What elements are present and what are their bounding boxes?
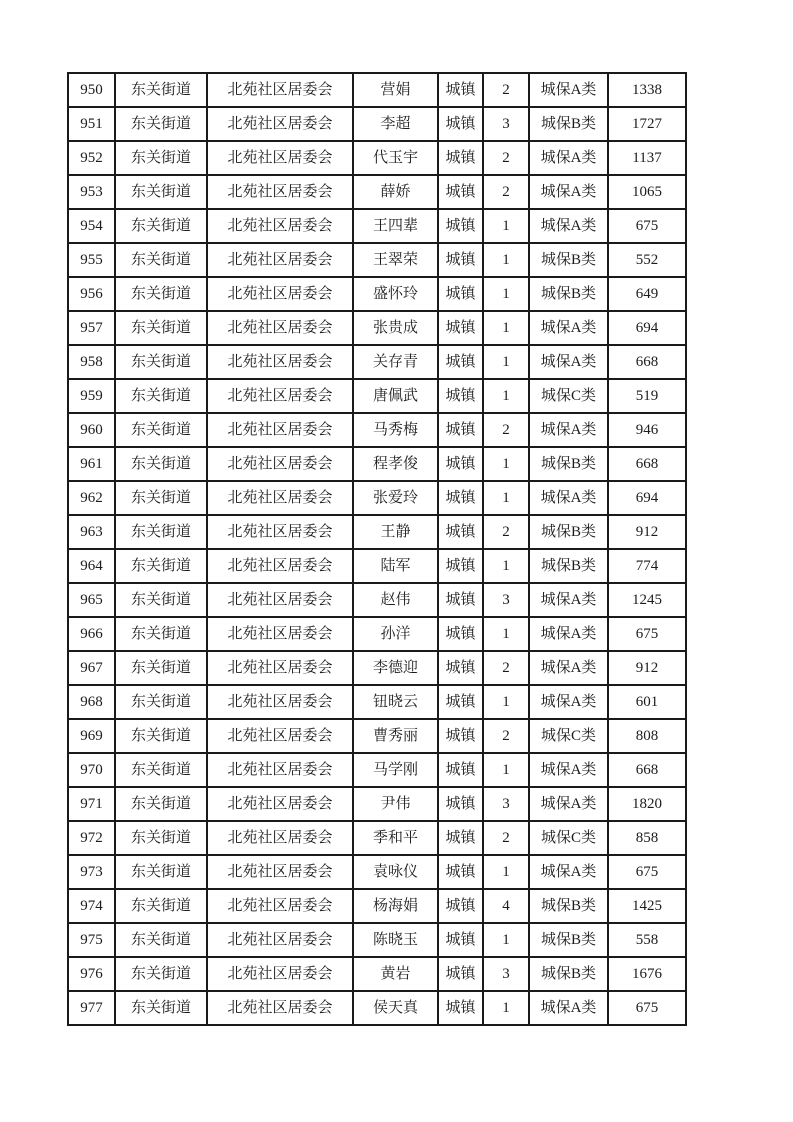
cell-committee: 北苑社区居委会 bbox=[207, 617, 353, 651]
cell-committee: 北苑社区居委会 bbox=[207, 345, 353, 379]
cell-residence-type: 城镇 bbox=[438, 447, 483, 481]
cell-amount: 675 bbox=[608, 991, 686, 1025]
cell-committee: 北苑社区居委会 bbox=[207, 175, 353, 209]
cell-person-name: 程孝俊 bbox=[353, 447, 438, 481]
cell-serial-number: 968 bbox=[68, 685, 115, 719]
cell-person-name: 代玉宇 bbox=[353, 141, 438, 175]
cell-residence-type: 城镇 bbox=[438, 991, 483, 1025]
cell-person-name: 李德迎 bbox=[353, 651, 438, 685]
cell-person-count: 3 bbox=[483, 787, 529, 821]
cell-serial-number: 967 bbox=[68, 651, 115, 685]
table-row bbox=[68, 821, 686, 855]
cell-residence-type: 城镇 bbox=[438, 277, 483, 311]
cell-serial-number: 966 bbox=[68, 617, 115, 651]
cell-person-count: 2 bbox=[483, 141, 529, 175]
cell-person-name: 杨海娟 bbox=[353, 889, 438, 923]
cell-person-name: 黄岩 bbox=[353, 957, 438, 991]
cell-insurance-category: 城保A类 bbox=[529, 141, 608, 175]
cell-person-name: 张爱玲 bbox=[353, 481, 438, 515]
cell-street: 东关街道 bbox=[115, 447, 207, 481]
cell-committee: 北苑社区居委会 bbox=[207, 685, 353, 719]
cell-serial-number: 957 bbox=[68, 311, 115, 345]
cell-residence-type: 城镇 bbox=[438, 175, 483, 209]
cell-residence-type: 城镇 bbox=[438, 583, 483, 617]
cell-residence-type: 城镇 bbox=[438, 243, 483, 277]
cell-insurance-category: 城保A类 bbox=[529, 685, 608, 719]
table-row bbox=[68, 617, 686, 651]
cell-residence-type: 城镇 bbox=[438, 957, 483, 991]
cell-serial-number: 977 bbox=[68, 991, 115, 1025]
table-row bbox=[68, 175, 686, 209]
cell-insurance-category: 城保B类 bbox=[529, 107, 608, 141]
cell-serial-number: 958 bbox=[68, 345, 115, 379]
cell-person-count: 4 bbox=[483, 889, 529, 923]
cell-person-count: 1 bbox=[483, 549, 529, 583]
cell-committee: 北苑社区居委会 bbox=[207, 583, 353, 617]
cell-person-name: 营娟 bbox=[353, 73, 438, 107]
cell-person-name: 季和平 bbox=[353, 821, 438, 855]
cell-person-count: 1 bbox=[483, 209, 529, 243]
cell-person-name: 陆军 bbox=[353, 549, 438, 583]
cell-person-name: 王四辈 bbox=[353, 209, 438, 243]
cell-person-count: 2 bbox=[483, 821, 529, 855]
cell-person-name: 唐佩武 bbox=[353, 379, 438, 413]
cell-serial-number: 952 bbox=[68, 141, 115, 175]
cell-insurance-category: 城保A类 bbox=[529, 991, 608, 1025]
cell-residence-type: 城镇 bbox=[438, 141, 483, 175]
cell-residence-type: 城镇 bbox=[438, 617, 483, 651]
cell-residence-type: 城镇 bbox=[438, 719, 483, 753]
cell-committee: 北苑社区居委会 bbox=[207, 107, 353, 141]
cell-person-count: 1 bbox=[483, 311, 529, 345]
cell-street: 东关街道 bbox=[115, 889, 207, 923]
cell-amount: 946 bbox=[608, 413, 686, 447]
cell-serial-number: 963 bbox=[68, 515, 115, 549]
cell-insurance-category: 城保A类 bbox=[529, 209, 608, 243]
cell-street: 东关街道 bbox=[115, 107, 207, 141]
cell-residence-type: 城镇 bbox=[438, 209, 483, 243]
cell-amount: 519 bbox=[608, 379, 686, 413]
cell-street: 东关街道 bbox=[115, 719, 207, 753]
cell-committee: 北苑社区居委会 bbox=[207, 889, 353, 923]
table-row bbox=[68, 787, 686, 821]
cell-person-name: 李超 bbox=[353, 107, 438, 141]
cell-amount: 552 bbox=[608, 243, 686, 277]
cell-person-name: 马学刚 bbox=[353, 753, 438, 787]
cell-amount: 668 bbox=[608, 447, 686, 481]
cell-street: 东关街道 bbox=[115, 821, 207, 855]
cell-street: 东关街道 bbox=[115, 923, 207, 957]
cell-street: 东关街道 bbox=[115, 345, 207, 379]
cell-serial-number: 954 bbox=[68, 209, 115, 243]
cell-insurance-category: 城保A类 bbox=[529, 753, 608, 787]
cell-street: 东关街道 bbox=[115, 413, 207, 447]
cell-committee: 北苑社区居委会 bbox=[207, 447, 353, 481]
cell-person-count: 1 bbox=[483, 923, 529, 957]
cell-insurance-category: 城保A类 bbox=[529, 855, 608, 889]
cell-residence-type: 城镇 bbox=[438, 651, 483, 685]
cell-residence-type: 城镇 bbox=[438, 413, 483, 447]
table-row bbox=[68, 277, 686, 311]
cell-street: 东关街道 bbox=[115, 787, 207, 821]
cell-insurance-category: 城保A类 bbox=[529, 651, 608, 685]
cell-committee: 北苑社区居委会 bbox=[207, 277, 353, 311]
cell-street: 东关街道 bbox=[115, 617, 207, 651]
cell-person-name: 马秀梅 bbox=[353, 413, 438, 447]
cell-committee: 北苑社区居委会 bbox=[207, 923, 353, 957]
cell-amount: 675 bbox=[608, 855, 686, 889]
table-body bbox=[68, 73, 686, 1025]
cell-committee: 北苑社区居委会 bbox=[207, 515, 353, 549]
cell-street: 东关街道 bbox=[115, 209, 207, 243]
table-row bbox=[68, 549, 686, 583]
cell-serial-number: 970 bbox=[68, 753, 115, 787]
cell-amount: 1338 bbox=[608, 73, 686, 107]
table-row bbox=[68, 685, 686, 719]
cell-insurance-category: 城保B类 bbox=[529, 889, 608, 923]
cell-residence-type: 城镇 bbox=[438, 515, 483, 549]
cell-street: 东关街道 bbox=[115, 685, 207, 719]
cell-serial-number: 962 bbox=[68, 481, 115, 515]
table-row bbox=[68, 311, 686, 345]
cell-committee: 北苑社区居委会 bbox=[207, 141, 353, 175]
cell-insurance-category: 城保B类 bbox=[529, 515, 608, 549]
cell-person-count: 1 bbox=[483, 447, 529, 481]
cell-amount: 1137 bbox=[608, 141, 686, 175]
cell-person-name: 赵伟 bbox=[353, 583, 438, 617]
cell-amount: 1425 bbox=[608, 889, 686, 923]
benefits-roster-table bbox=[67, 72, 687, 1026]
cell-amount: 668 bbox=[608, 345, 686, 379]
cell-committee: 北苑社区居委会 bbox=[207, 719, 353, 753]
cell-street: 东关街道 bbox=[115, 515, 207, 549]
cell-person-count: 1 bbox=[483, 345, 529, 379]
cell-serial-number: 975 bbox=[68, 923, 115, 957]
cell-committee: 北苑社区居委会 bbox=[207, 753, 353, 787]
cell-street: 东关街道 bbox=[115, 379, 207, 413]
cell-street: 东关街道 bbox=[115, 651, 207, 685]
cell-person-count: 1 bbox=[483, 243, 529, 277]
cell-insurance-category: 城保A类 bbox=[529, 583, 608, 617]
cell-residence-type: 城镇 bbox=[438, 107, 483, 141]
cell-person-name: 侯天真 bbox=[353, 991, 438, 1025]
table-row bbox=[68, 107, 686, 141]
cell-amount: 1065 bbox=[608, 175, 686, 209]
table-row bbox=[68, 957, 686, 991]
table-row bbox=[68, 447, 686, 481]
cell-person-count: 2 bbox=[483, 651, 529, 685]
cell-insurance-category: 城保B类 bbox=[529, 243, 608, 277]
cell-serial-number: 976 bbox=[68, 957, 115, 991]
cell-amount: 668 bbox=[608, 753, 686, 787]
table-row bbox=[68, 73, 686, 107]
cell-person-count: 1 bbox=[483, 481, 529, 515]
cell-street: 东关街道 bbox=[115, 481, 207, 515]
cell-person-name: 关存青 bbox=[353, 345, 438, 379]
cell-insurance-category: 城保C类 bbox=[529, 821, 608, 855]
cell-person-name: 孙洋 bbox=[353, 617, 438, 651]
cell-insurance-category: 城保A类 bbox=[529, 617, 608, 651]
cell-insurance-category: 城保C类 bbox=[529, 719, 608, 753]
cell-street: 东关街道 bbox=[115, 583, 207, 617]
table-row bbox=[68, 379, 686, 413]
cell-committee: 北苑社区居委会 bbox=[207, 243, 353, 277]
cell-serial-number: 951 bbox=[68, 107, 115, 141]
cell-amount: 694 bbox=[608, 311, 686, 345]
cell-person-count: 1 bbox=[483, 855, 529, 889]
cell-person-name: 尹伟 bbox=[353, 787, 438, 821]
cell-committee: 北苑社区居委会 bbox=[207, 209, 353, 243]
cell-person-name: 薛娇 bbox=[353, 175, 438, 209]
cell-residence-type: 城镇 bbox=[438, 379, 483, 413]
cell-committee: 北苑社区居委会 bbox=[207, 651, 353, 685]
table-row bbox=[68, 719, 686, 753]
cell-amount: 808 bbox=[608, 719, 686, 753]
cell-insurance-category: 城保A类 bbox=[529, 311, 608, 345]
cell-serial-number: 969 bbox=[68, 719, 115, 753]
table-row bbox=[68, 481, 686, 515]
cell-person-name: 袁咏仪 bbox=[353, 855, 438, 889]
cell-committee: 北苑社区居委会 bbox=[207, 413, 353, 447]
cell-street: 东关街道 bbox=[115, 549, 207, 583]
cell-person-count: 2 bbox=[483, 175, 529, 209]
cell-person-count: 2 bbox=[483, 515, 529, 549]
cell-person-count: 3 bbox=[483, 957, 529, 991]
cell-residence-type: 城镇 bbox=[438, 549, 483, 583]
cell-person-count: 1 bbox=[483, 991, 529, 1025]
cell-serial-number: 961 bbox=[68, 447, 115, 481]
cell-amount: 912 bbox=[608, 651, 686, 685]
cell-committee: 北苑社区居委会 bbox=[207, 787, 353, 821]
cell-street: 东关街道 bbox=[115, 243, 207, 277]
table-row bbox=[68, 413, 686, 447]
cell-serial-number: 965 bbox=[68, 583, 115, 617]
cell-committee: 北苑社区居委会 bbox=[207, 73, 353, 107]
table-row bbox=[68, 243, 686, 277]
table-row bbox=[68, 991, 686, 1025]
table-row bbox=[68, 209, 686, 243]
cell-serial-number: 972 bbox=[68, 821, 115, 855]
cell-committee: 北苑社区居委会 bbox=[207, 957, 353, 991]
cell-serial-number: 971 bbox=[68, 787, 115, 821]
cell-residence-type: 城镇 bbox=[438, 923, 483, 957]
table-row bbox=[68, 889, 686, 923]
cell-amount: 558 bbox=[608, 923, 686, 957]
cell-committee: 北苑社区居委会 bbox=[207, 311, 353, 345]
cell-street: 东关街道 bbox=[115, 991, 207, 1025]
cell-amount: 858 bbox=[608, 821, 686, 855]
cell-committee: 北苑社区居委会 bbox=[207, 855, 353, 889]
cell-street: 东关街道 bbox=[115, 311, 207, 345]
cell-street: 东关街道 bbox=[115, 73, 207, 107]
cell-serial-number: 955 bbox=[68, 243, 115, 277]
cell-amount: 1245 bbox=[608, 583, 686, 617]
cell-amount: 774 bbox=[608, 549, 686, 583]
cell-committee: 北苑社区居委会 bbox=[207, 379, 353, 413]
cell-amount: 675 bbox=[608, 209, 686, 243]
cell-serial-number: 956 bbox=[68, 277, 115, 311]
cell-person-count: 1 bbox=[483, 379, 529, 413]
cell-person-count: 1 bbox=[483, 277, 529, 311]
cell-insurance-category: 城保A类 bbox=[529, 73, 608, 107]
cell-person-count: 2 bbox=[483, 719, 529, 753]
cell-amount: 1676 bbox=[608, 957, 686, 991]
cell-residence-type: 城镇 bbox=[438, 889, 483, 923]
cell-serial-number: 960 bbox=[68, 413, 115, 447]
cell-committee: 北苑社区居委会 bbox=[207, 549, 353, 583]
cell-person-name: 钮晓云 bbox=[353, 685, 438, 719]
cell-person-count: 3 bbox=[483, 107, 529, 141]
cell-insurance-category: 城保B类 bbox=[529, 447, 608, 481]
cell-insurance-category: 城保B类 bbox=[529, 549, 608, 583]
cell-amount: 694 bbox=[608, 481, 686, 515]
cell-person-count: 1 bbox=[483, 685, 529, 719]
cell-amount: 912 bbox=[608, 515, 686, 549]
cell-committee: 北苑社区居委会 bbox=[207, 821, 353, 855]
cell-residence-type: 城镇 bbox=[438, 345, 483, 379]
cell-person-count: 1 bbox=[483, 753, 529, 787]
cell-street: 东关街道 bbox=[115, 141, 207, 175]
cell-person-count: 1 bbox=[483, 617, 529, 651]
table-row bbox=[68, 753, 686, 787]
cell-person-count: 2 bbox=[483, 413, 529, 447]
cell-street: 东关街道 bbox=[115, 753, 207, 787]
cell-person-count: 3 bbox=[483, 583, 529, 617]
cell-committee: 北苑社区居委会 bbox=[207, 991, 353, 1025]
table-row bbox=[68, 651, 686, 685]
table-row bbox=[68, 345, 686, 379]
cell-person-name: 陈晓玉 bbox=[353, 923, 438, 957]
table-row bbox=[68, 141, 686, 175]
cell-insurance-category: 城保A类 bbox=[529, 345, 608, 379]
cell-insurance-category: 城保B类 bbox=[529, 277, 608, 311]
cell-committee: 北苑社区居委会 bbox=[207, 481, 353, 515]
cell-insurance-category: 城保A类 bbox=[529, 481, 608, 515]
cell-residence-type: 城镇 bbox=[438, 481, 483, 515]
cell-person-name: 曹秀丽 bbox=[353, 719, 438, 753]
cell-amount: 1727 bbox=[608, 107, 686, 141]
cell-serial-number: 953 bbox=[68, 175, 115, 209]
cell-insurance-category: 城保A类 bbox=[529, 413, 608, 447]
cell-amount: 1820 bbox=[608, 787, 686, 821]
table-row bbox=[68, 515, 686, 549]
cell-serial-number: 974 bbox=[68, 889, 115, 923]
cell-person-name: 盛怀玲 bbox=[353, 277, 438, 311]
cell-residence-type: 城镇 bbox=[438, 787, 483, 821]
cell-insurance-category: 城保B类 bbox=[529, 923, 608, 957]
cell-residence-type: 城镇 bbox=[438, 685, 483, 719]
table-row bbox=[68, 583, 686, 617]
cell-residence-type: 城镇 bbox=[438, 73, 483, 107]
cell-insurance-category: 城保B类 bbox=[529, 957, 608, 991]
cell-insurance-category: 城保A类 bbox=[529, 175, 608, 209]
cell-amount: 675 bbox=[608, 617, 686, 651]
table-row bbox=[68, 855, 686, 889]
cell-street: 东关街道 bbox=[115, 175, 207, 209]
cell-street: 东关街道 bbox=[115, 957, 207, 991]
cell-residence-type: 城镇 bbox=[438, 821, 483, 855]
cell-person-name: 王静 bbox=[353, 515, 438, 549]
cell-amount: 649 bbox=[608, 277, 686, 311]
cell-amount: 601 bbox=[608, 685, 686, 719]
cell-person-count: 2 bbox=[483, 73, 529, 107]
cell-insurance-category: 城保A类 bbox=[529, 787, 608, 821]
cell-serial-number: 950 bbox=[68, 73, 115, 107]
cell-residence-type: 城镇 bbox=[438, 753, 483, 787]
cell-serial-number: 964 bbox=[68, 549, 115, 583]
cell-person-name: 张贵成 bbox=[353, 311, 438, 345]
cell-serial-number: 959 bbox=[68, 379, 115, 413]
cell-residence-type: 城镇 bbox=[438, 311, 483, 345]
table-row bbox=[68, 923, 686, 957]
cell-residence-type: 城镇 bbox=[438, 855, 483, 889]
cell-street: 东关街道 bbox=[115, 855, 207, 889]
cell-street: 东关街道 bbox=[115, 277, 207, 311]
cell-person-name: 王翠荣 bbox=[353, 243, 438, 277]
cell-serial-number: 973 bbox=[68, 855, 115, 889]
cell-insurance-category: 城保C类 bbox=[529, 379, 608, 413]
